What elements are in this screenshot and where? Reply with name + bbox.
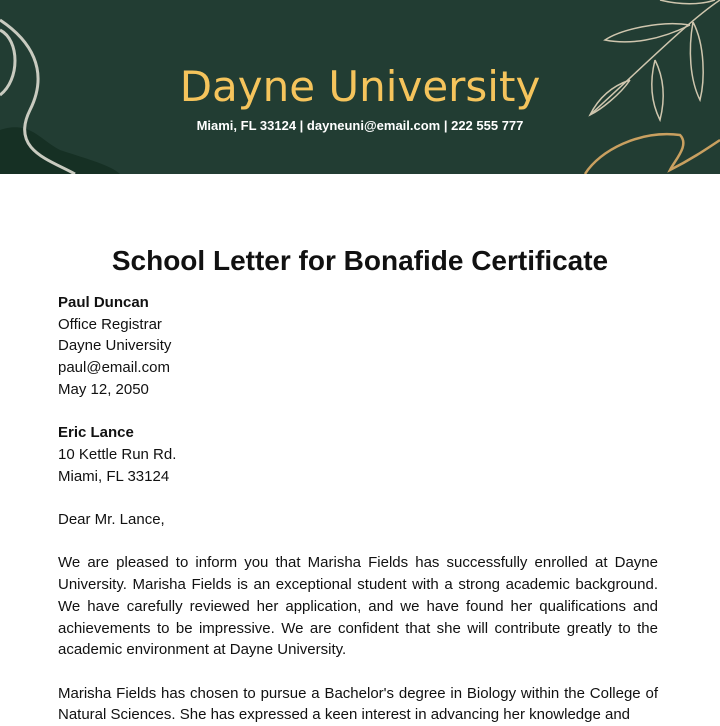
salutation: Dear Mr. Lance, bbox=[58, 511, 165, 528]
paragraph: Marisha Fields has chosen to pursue a Bachelor's degree in Biology within the College of Natural Sciences. She has expressed a keen interest in advancing her knowledge and bbox=[58, 684, 658, 724]
sender-email: paul@email.com bbox=[58, 359, 170, 377]
sender-org: Dayne University bbox=[58, 337, 172, 355]
recipient-block bbox=[58, 422, 658, 487]
paragraph: We are pleased to inform you that Marisha Fields has successfully enrolled at Dayne University. Marisha Fields is an exceptional student with a strong academic background. We have carefully reviewed her application, and we have found her qualifications and achievements to be impressive. We are confident that she will contribute greatly to the academic environment at Dayne University. bbox=[58, 554, 658, 659]
university-contact: Miami, FL 33124 | dayneuni@email.com | 222 555 777 bbox=[196, 118, 524, 133]
gold-curve-line bbox=[585, 134, 720, 174]
letter-date: May 12, 2050 bbox=[58, 380, 149, 398]
recipient-name: Eric Lance bbox=[58, 424, 134, 442]
sender-role: Office Registrar bbox=[58, 315, 162, 333]
sender-name: Paul Duncan bbox=[58, 294, 149, 311]
letter-body bbox=[0, 292, 720, 726]
letterhead bbox=[0, 0, 720, 174]
sender-block bbox=[58, 292, 658, 401]
recipient-address-line1: 10 Kettle Run Rd. bbox=[58, 445, 177, 463]
recipient-address-line2: Miami, FL 33124 bbox=[58, 467, 170, 485]
letter-title: School Letter for Bonafide Certificate bbox=[111, 245, 609, 276]
university-name: Dayne University bbox=[179, 62, 541, 111]
